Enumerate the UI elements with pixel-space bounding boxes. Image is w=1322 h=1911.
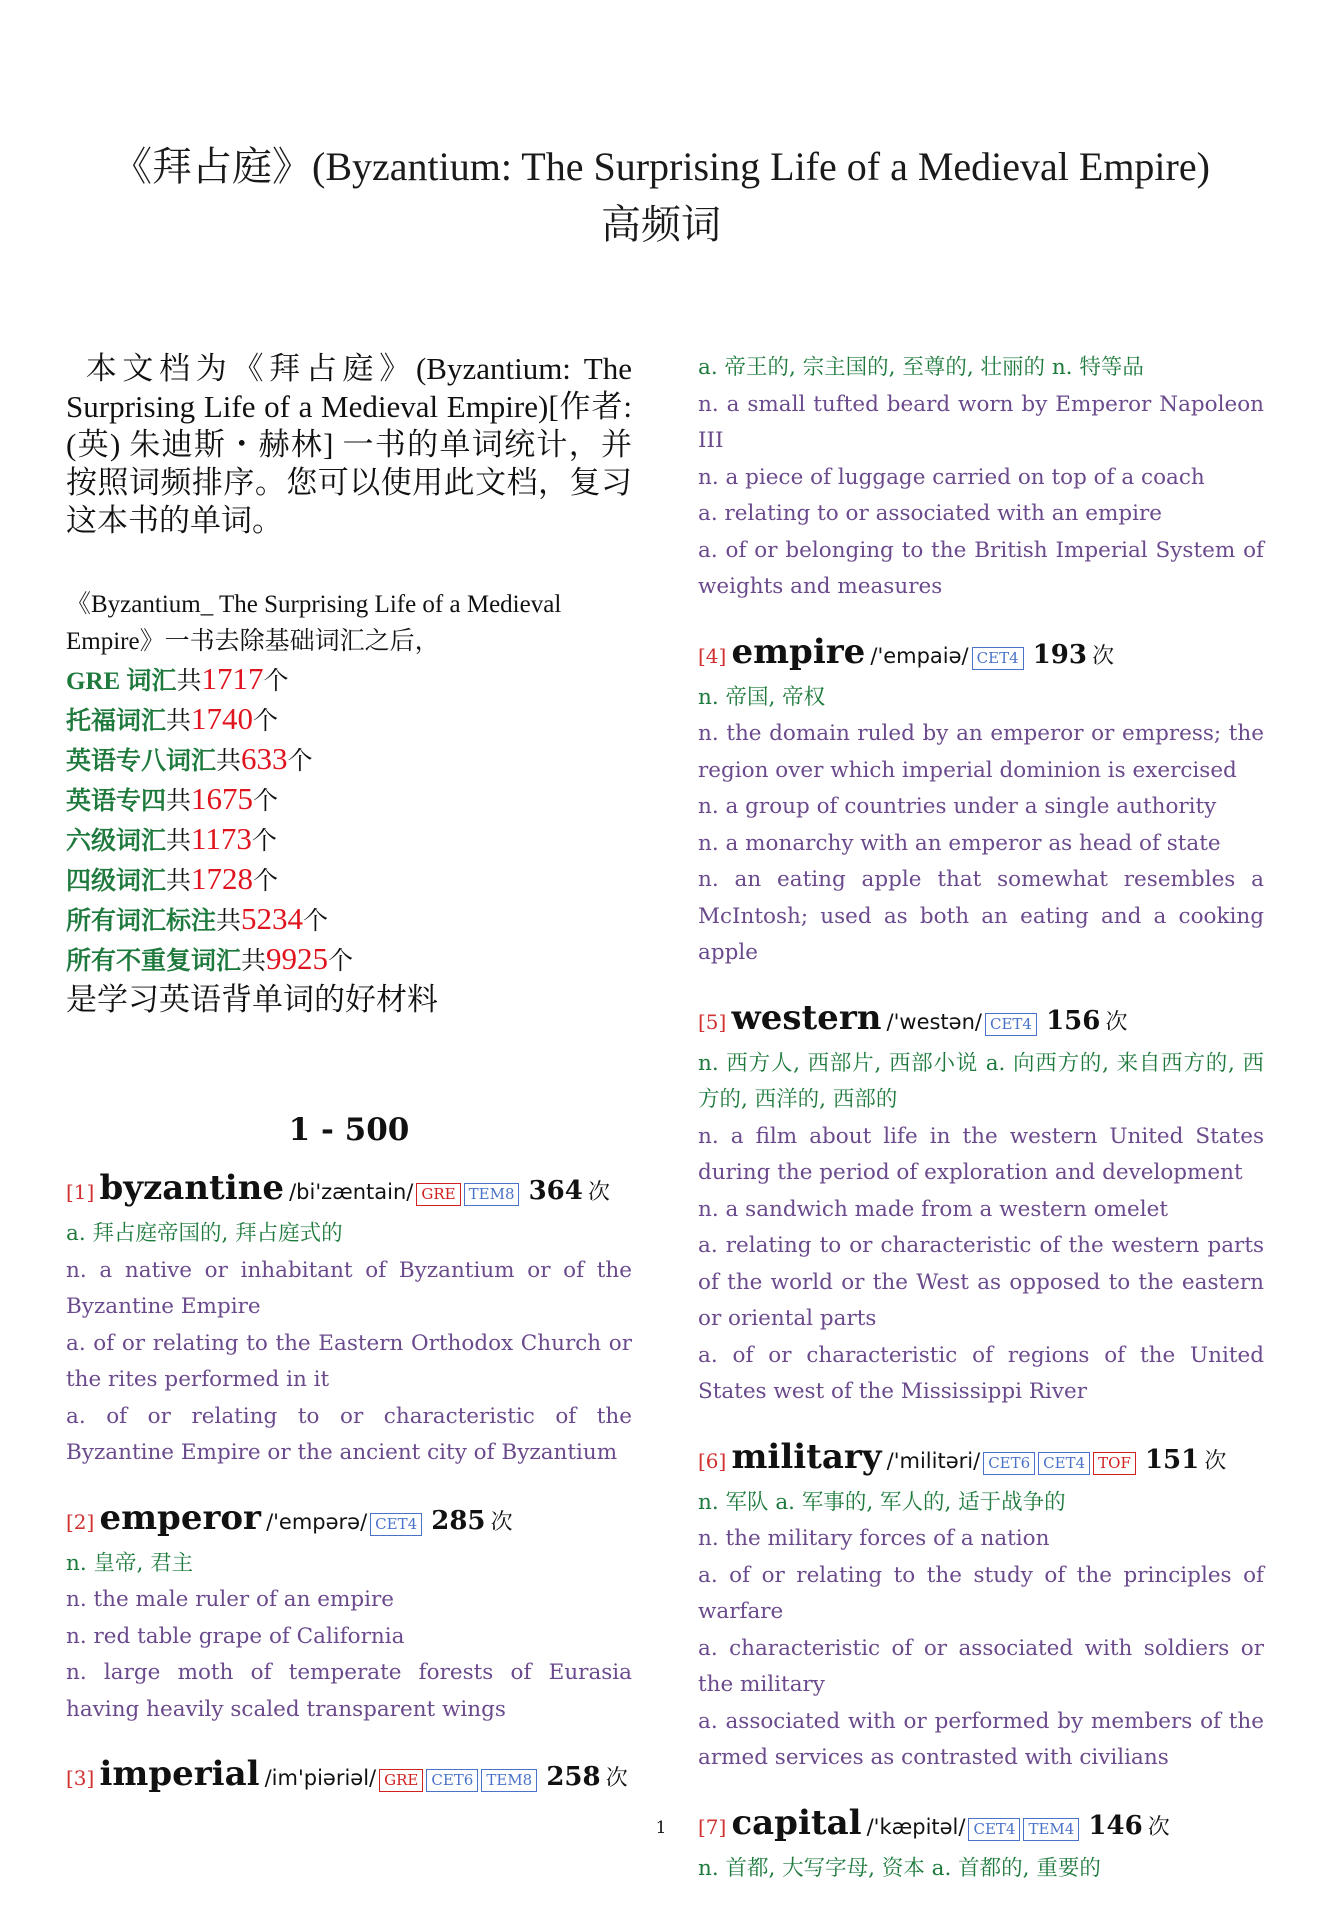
page-number: 1	[655, 1818, 667, 1838]
stat-line	[66, 700, 632, 740]
times-label: 次	[490, 1509, 513, 1535]
definition-english: n. a group of countries under a single authority	[698, 794, 1217, 819]
stat-unit: 个	[263, 668, 289, 695]
entry-head	[698, 630, 1264, 680]
definition-english: n. a film about life in the western United States during the period of exploration and development	[698, 1123, 1264, 1185]
stat-mid: 共	[166, 788, 192, 815]
definition-english: a. of or relating to the Eastern Orthodox Church or the rites performed in it	[66, 1330, 632, 1392]
word-entry	[66, 1752, 632, 1802]
stat-count: 1675	[191, 781, 254, 816]
exam-tag: CET4	[985, 1013, 1037, 1036]
definition-english: a. characteristic of or associated with soldiers or the military	[698, 1635, 1264, 1697]
entry-phonetic: /bi'zæntain/	[289, 1180, 414, 1204]
definition-chinese: n. 帝国, 帝权	[698, 684, 826, 710]
stat-mid: 共	[241, 948, 267, 975]
entry-word: capital	[731, 1802, 862, 1843]
stat-label: 四级词汇	[66, 868, 167, 895]
exam-tag: TEM8	[464, 1183, 520, 1206]
stat-label: 英语专八词汇	[66, 748, 217, 775]
stat-line	[66, 860, 632, 900]
closing-line: 是学习英语背单词的好材料	[66, 982, 438, 1017]
entry-phonetic: /im'piəriəl/	[264, 1766, 377, 1790]
entry-index: [3]	[66, 1766, 95, 1790]
stat-count: 1717	[201, 661, 264, 696]
range-heading: 1 - 500	[288, 1112, 410, 1148]
entry-frequency: 146	[1088, 1810, 1143, 1841]
entry-phonetic: /'empərə/	[266, 1509, 368, 1534]
definition-chinese: n. 西方人, 西部片, 西部小说 a. 向西方的, 来自西方的, 西方的, 西洋的, 西部的	[698, 1050, 1264, 1112]
exam-tag: TEM4	[1023, 1818, 1079, 1841]
entry-index: [1]	[66, 1180, 95, 1204]
entry-index: [6]	[698, 1448, 727, 1473]
entry-head	[698, 996, 1264, 1046]
exam-tag: CET6	[983, 1452, 1035, 1475]
definition-english: a. of or relating to the study of the principles of warfare	[698, 1562, 1264, 1624]
stat-line	[66, 940, 632, 980]
exam-tag: GRE	[416, 1183, 460, 1206]
entry-word: empire	[731, 631, 866, 672]
definition-chinese: n. 首都, 大写字母, 资本 a. 首都的, 重要的	[698, 1855, 1101, 1881]
entry-phonetic: /'empaiə/	[870, 643, 969, 668]
stat-line	[66, 900, 632, 940]
definition-english: n. a small tufted beard worn by Emperor Napoleon III	[698, 391, 1264, 453]
stat-unit: 个	[328, 948, 354, 975]
stat-unit: 个	[253, 788, 279, 815]
exam-tag: TEM8	[481, 1769, 537, 1792]
stat-count: 1728	[191, 861, 254, 896]
times-label: 次	[1092, 643, 1115, 669]
stat-label: GRE 词汇	[66, 668, 177, 695]
stat-count: 633	[241, 741, 288, 776]
intro-paragraph: 本文档为《拜占庭》(Byzantium: The Surprising Life of a Medieval Empire)[作者: (英) 朱迪斯・赫林] 一书的单词统计，并按照词频排序。您可以使用此文档，复习这本书的单词。	[66, 351, 632, 538]
entry-index: [7]	[698, 1814, 727, 1839]
word-entry	[66, 1496, 632, 1729]
entry-frequency: 364	[528, 1176, 583, 1206]
definition-english: a. of or characteristic of regions of the United States west of the Mississippi River	[698, 1342, 1264, 1404]
definition-english: n. red table grape of California	[66, 1623, 405, 1649]
stat-label: 托福词汇	[66, 708, 167, 735]
entry-word: emperor	[99, 1497, 261, 1538]
entry-head	[66, 1752, 632, 1802]
times-label: 次	[605, 1766, 628, 1791]
definition-english: a. relating to or characteristic of the western parts of the world or the West as opposed to the eastern or oriental parts	[698, 1233, 1264, 1331]
definition-chinese: n. 皇帝, 君主	[66, 1550, 194, 1576]
stat-count: 1740	[191, 701, 254, 736]
definition-english: n. an eating apple that somewhat resembles a McIntosh; used as both an eating and a cooking apple	[698, 867, 1264, 965]
entry-phonetic: /'militəri/	[886, 1448, 981, 1473]
stat-line	[66, 740, 632, 780]
entry-phonetic: /'westən/	[886, 1009, 982, 1034]
left-column	[66, 350, 632, 1802]
stat-mid: 共	[166, 868, 192, 895]
entry-head	[66, 1166, 632, 1216]
word-entry-continued	[698, 350, 1264, 606]
word-entry	[66, 1166, 632, 1472]
stat-mid: 共	[166, 828, 192, 855]
entry-index: [4]	[698, 643, 727, 668]
vocabulary-stats	[66, 586, 632, 1020]
entry-frequency: 156	[1046, 1005, 1101, 1036]
definition-english: a. of or belonging to the British Imperial System of weights and measures	[698, 537, 1264, 599]
stat-count: 9925	[266, 941, 329, 976]
entry-frequency: 193	[1032, 639, 1087, 670]
definition-chinese: n. 军队 a. 军事的, 军人的, 适于战争的	[698, 1489, 1066, 1515]
stat-mid: 共	[166, 708, 192, 735]
stat-unit: 个	[253, 708, 279, 735]
entry-word: military	[731, 1436, 882, 1477]
right-column	[698, 350, 1264, 1911]
definition-english: a. relating to or associated with an empire	[698, 501, 1162, 526]
definition-english: n. the military forces of a nation	[698, 1526, 1050, 1551]
title-line-2: 高频词	[601, 202, 721, 247]
word-entry	[698, 1801, 1264, 1888]
definition-english: n. a sandwich made from a western omelet	[698, 1196, 1168, 1222]
entry-phonetic: /'kæpitəl/	[866, 1814, 966, 1839]
stat-unit: 个	[251, 828, 277, 855]
stat-unit: 个	[287, 748, 313, 775]
exam-tag: CET4	[1038, 1452, 1090, 1475]
definition-english: n. a piece of luggage carried on top of a coach	[698, 464, 1205, 490]
definition-english: n. the domain ruled by an emperor or empress; the region over which imperial dominion is exercised	[698, 721, 1264, 783]
times-label: 次	[1204, 1448, 1227, 1474]
definition-english: n. a monarchy with an emperor as head of state	[698, 830, 1221, 856]
exam-tag: CET4	[968, 1818, 1020, 1841]
title-line-1: 《拜占庭》(Byzantium: The Surprising Life of a Medieval Empire)	[112, 144, 1210, 189]
definition-chinese: a. 拜占庭帝国的, 拜占庭式的	[66, 1221, 343, 1246]
entry-word: byzantine	[99, 1168, 284, 1208]
exam-tag: CET4	[972, 647, 1024, 670]
stat-label: 英语专四	[66, 788, 167, 815]
exam-tag: GRE	[379, 1769, 423, 1792]
source-line: 《Byzantium_ The Surprising Life of a Medieval Empire》一书去除基础词汇之后，	[66, 591, 562, 655]
stat-mid: 共	[216, 908, 242, 935]
entry-head	[698, 1435, 1264, 1485]
stat-label: 六级词汇	[66, 828, 167, 855]
times-label: 次	[1105, 1009, 1128, 1035]
entry-index: [2]	[66, 1509, 95, 1534]
definition-english: a. associated with or performed by members of the armed services as contrasted with civilians	[698, 1708, 1264, 1770]
times-label: 次	[587, 1180, 610, 1205]
exam-tag: CET4	[370, 1513, 422, 1536]
definition-chinese: a. 帝王的, 宗主国的, 至尊的, 壮丽的 n. 特等品	[698, 355, 1144, 380]
document-title	[60, 138, 1262, 254]
word-entry	[698, 1435, 1264, 1777]
word-entry	[698, 630, 1264, 972]
word-entry	[698, 996, 1264, 1411]
definition-english: n. large moth of temperate forests of Eurasia having heavily scaled transparent wings	[66, 1660, 632, 1722]
entry-head	[66, 1496, 632, 1546]
entry-frequency: 285	[431, 1505, 486, 1536]
stat-label: 所有词汇标注	[66, 908, 217, 935]
entry-frequency: 151	[1144, 1444, 1200, 1475]
stat-count: 1173	[191, 821, 252, 856]
entry-word: imperial	[99, 1754, 260, 1794]
exam-tag: CET6	[426, 1769, 478, 1792]
entry-word: western	[731, 997, 882, 1038]
stat-count: 5234	[241, 901, 304, 936]
entry-index: [5]	[698, 1009, 727, 1034]
stat-unit: 个	[253, 868, 279, 895]
stat-line	[66, 780, 632, 820]
stat-mid: 共	[216, 748, 242, 775]
entry-frequency: 258	[546, 1762, 601, 1792]
exam-tag: TOF	[1093, 1452, 1136, 1475]
stat-line	[66, 820, 632, 860]
stat-label: 所有不重复词汇	[66, 948, 242, 975]
stat-mid: 共	[176, 668, 202, 695]
stat-line	[66, 660, 632, 700]
stat-unit: 个	[303, 908, 329, 935]
times-label: 次	[1147, 1814, 1170, 1840]
definition-english: n. a native or inhabitant of Byzantium or of the Byzantine Empire	[66, 1257, 632, 1319]
definition-english: a. of or relating to or characteristic of the Byzantine Empire or the ancient city of Byzantium	[66, 1403, 632, 1465]
definition-english: n. the male ruler of an empire	[66, 1587, 395, 1612]
